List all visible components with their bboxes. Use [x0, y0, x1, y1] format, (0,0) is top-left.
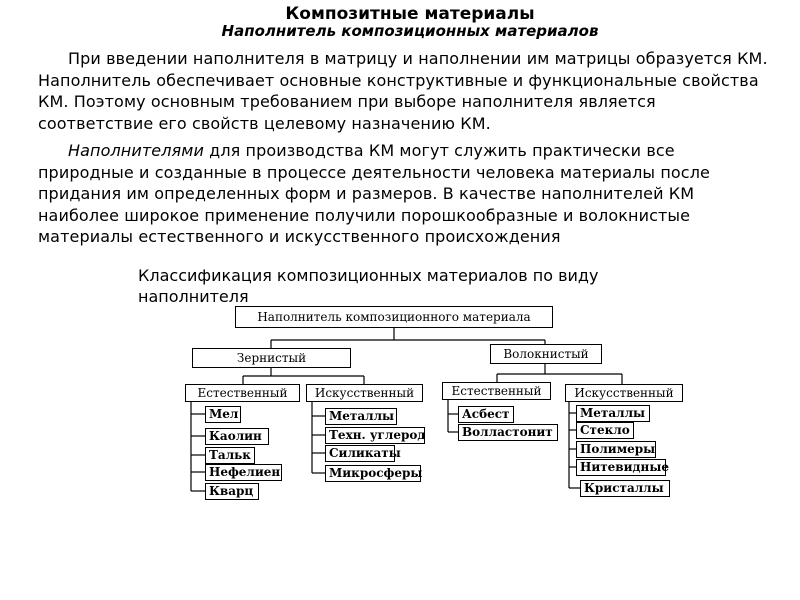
- paragraph-1-text: При введении наполнителя в матрицу и наполнении им матрицы образуется КМ. Наполнитель обеспечивает основные конструктивные и функциональные свойства КМ. Поэтому основным требованием при выборе наполнителя является соответствие его свойств целевому назначению КМ.: [38, 49, 768, 133]
- leaf-wollastonite: Волластонит: [458, 424, 558, 441]
- leaf-kaolin: Каолин: [205, 428, 269, 445]
- diagram-caption: Классификация композиционных материалов по виду наполнителя: [138, 266, 599, 306]
- leaf-polymers: Полимеры: [576, 441, 656, 458]
- leaf-crystals: Кристаллы: [580, 480, 670, 497]
- paragraph-2-text: для производства КМ могут служить практически все природные и созданные в процессе деятельности человека материалы после придания им определенных форм и размеров. В качестве наполнителей КМ наиболее широкое применение получили порошкообразные и волокнистые материалы естественного и искусственного происхождения: [38, 141, 710, 246]
- fibrous-node: Волокнистый: [490, 344, 602, 364]
- leaf-microspheres: Микросферы: [325, 465, 421, 482]
- granular-node: Зернистый: [192, 348, 351, 368]
- leaf-metals-fibrous: Металлы: [576, 405, 650, 422]
- slide-title: Композитные материалы: [285, 4, 535, 24]
- granular-natural-node: Естественный: [185, 384, 300, 402]
- leaf-glass: Стекло: [576, 422, 634, 439]
- granular-artificial-node: Искусственный: [306, 384, 423, 402]
- leaf-whiskers: Нитевидные: [576, 459, 666, 476]
- fibrous-natural-node: Естественный: [442, 382, 551, 400]
- leaf-asbestos: Асбест: [458, 406, 514, 423]
- paragraph-2-term: Наполнителями: [68, 141, 204, 160]
- diagram-root-node: Наполнитель композиционного материала: [235, 306, 553, 328]
- fibrous-artificial-node: Искусственный: [565, 384, 683, 402]
- leaf-metals-granular: Металлы: [325, 408, 397, 425]
- leaf-chalk: Мел: [205, 406, 241, 423]
- leaf-tech-carbon: Техн. углерод: [325, 427, 425, 444]
- leaf-nepheline: Нефелиен: [205, 464, 282, 481]
- slide-subtitle: Наполнитель композиционных материалов: [221, 22, 599, 40]
- leaf-quartz: Кварц: [205, 483, 259, 500]
- leaf-talc: Тальк: [205, 447, 255, 464]
- leaf-silicates: Силикаты: [325, 445, 395, 462]
